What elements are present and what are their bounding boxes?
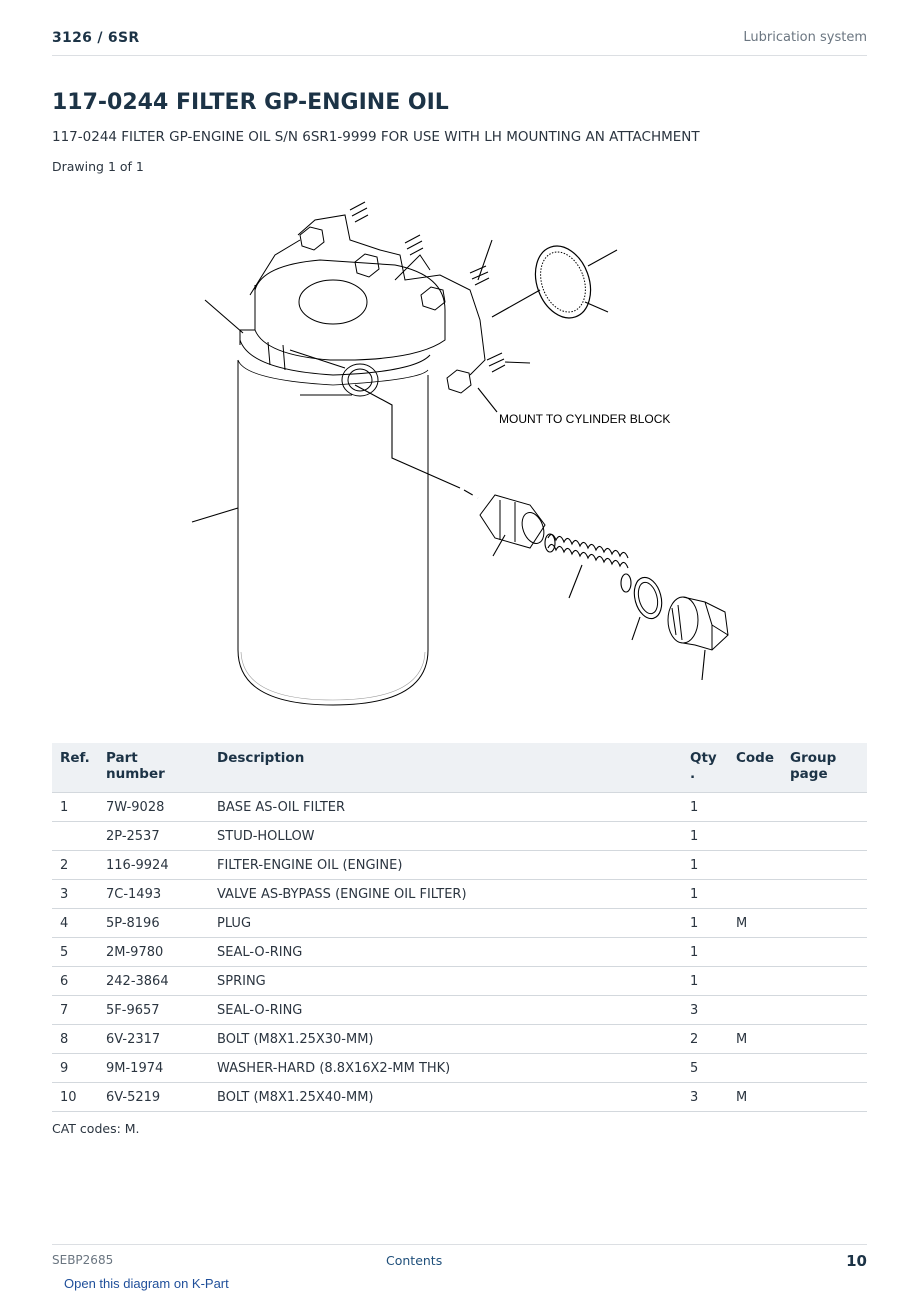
cell-group-page <box>782 909 867 938</box>
parts-diagram <box>0 180 920 720</box>
page-title: 117-0244 FILTER GP-ENGINE OIL <box>52 90 449 115</box>
cell-group-page <box>782 1083 867 1112</box>
cell-description: SEAL-O-RING <box>209 996 682 1025</box>
cell-part-number: 6V-2317 <box>98 1025 209 1054</box>
cat-codes-note: CAT codes: M. <box>52 1121 140 1136</box>
cell-part-number: 242-3864 <box>98 967 209 996</box>
table-row <box>52 1054 867 1083</box>
small-o-ring-drawing <box>630 574 666 621</box>
spring-drawing <box>545 534 631 592</box>
cell-ref: 9 <box>52 1054 98 1083</box>
cell-qty: 1 <box>682 880 728 909</box>
cell-qty: 1 <box>682 793 728 822</box>
table-row <box>52 996 867 1025</box>
table-row <box>52 909 867 938</box>
page-header <box>52 28 867 56</box>
cell-group-page <box>782 996 867 1025</box>
cell-description: BOLT (M8X1.25X30-MM) <box>209 1025 682 1054</box>
table-row <box>52 1025 867 1054</box>
cell-description: SEAL-O-RING <box>209 938 682 967</box>
cell-description: FILTER-ENGINE OIL (ENGINE) <box>209 851 682 880</box>
cell-qty: 3 <box>682 996 728 1025</box>
page-number: 10 <box>846 1252 867 1270</box>
table-row <box>52 1083 867 1112</box>
cell-part-number: 5P-8196 <box>98 909 209 938</box>
drawing-count: Drawing 1 of 1 <box>52 159 144 174</box>
cell-part-number: 9M-1974 <box>98 1054 209 1083</box>
page-footer <box>52 1244 867 1275</box>
cell-qty: 1 <box>682 822 728 851</box>
col-part-number: Part number <box>98 743 209 793</box>
cell-group-page <box>782 880 867 909</box>
col-qty: Qty . <box>682 743 728 793</box>
section-label: Lubrication system <box>743 30 867 45</box>
cell-ref: 10 <box>52 1083 98 1112</box>
cell-code <box>728 1054 782 1083</box>
cell-code: M <box>728 909 782 938</box>
plug-drawing <box>668 597 728 650</box>
cell-ref: 4 <box>52 909 98 938</box>
cell-ref: 1 <box>52 793 98 822</box>
cell-code: M <box>728 1025 782 1054</box>
cell-description: WASHER-HARD (8.8X16X2-MM THK) <box>209 1054 682 1083</box>
page-subtitle: 117-0244 FILTER GP-ENGINE OIL S/N 6SR1-9999 FOR USE WITH LH MOUNTING AN ATTACHMENT <box>52 129 700 145</box>
cell-qty: 2 <box>682 1025 728 1054</box>
cell-code <box>728 996 782 1025</box>
cell-group-page <box>782 967 867 996</box>
table-row <box>52 793 867 822</box>
cell-group-page <box>782 1025 867 1054</box>
cell-qty: 5 <box>682 1054 728 1083</box>
table-row <box>52 880 867 909</box>
col-code: Code <box>728 743 782 793</box>
cell-code <box>728 880 782 909</box>
col-description: Description <box>209 743 682 793</box>
cell-qty: 3 <box>682 1083 728 1112</box>
cell-group-page <box>782 851 867 880</box>
cell-group-page <box>782 822 867 851</box>
cell-ref: 5 <box>52 938 98 967</box>
cell-part-number: 116-9924 <box>98 851 209 880</box>
cell-part-number: 2P-2537 <box>98 822 209 851</box>
cell-qty: 1 <box>682 967 728 996</box>
table-row <box>52 851 867 880</box>
cell-code: M <box>728 1083 782 1112</box>
cell-description: BOLT (M8X1.25X40-MM) <box>209 1083 682 1112</box>
cell-description: VALVE AS-BYPASS (ENGINE OIL FILTER) <box>209 880 682 909</box>
model-label: 3126 / 6SR <box>52 30 140 46</box>
leader-lines <box>192 240 705 680</box>
cell-ref: 3 <box>52 880 98 909</box>
cell-ref: 8 <box>52 1025 98 1054</box>
cell-part-number: 6V-5219 <box>98 1083 209 1112</box>
bypass-valve-drawing <box>480 495 548 548</box>
cell-code <box>728 793 782 822</box>
col-ref: Ref. <box>52 743 98 793</box>
table-row <box>52 822 867 851</box>
table-row <box>52 938 867 967</box>
cell-ref: 6 <box>52 967 98 996</box>
cell-qty: 1 <box>682 938 728 967</box>
cell-part-number: 2M-9780 <box>98 938 209 967</box>
cell-group-page <box>782 938 867 967</box>
seal-o-ring-drawing <box>526 238 600 325</box>
cell-code <box>728 851 782 880</box>
col-group-page: Group page <box>782 743 867 793</box>
cell-description: BASE AS-OIL FILTER <box>209 793 682 822</box>
cell-group-page <box>782 1054 867 1083</box>
cell-code <box>728 822 782 851</box>
cell-description: STUD-HOLLOW <box>209 822 682 851</box>
cell-part-number: 7W-9028 <box>98 793 209 822</box>
document-id: SEBP2685 <box>52 1253 114 1267</box>
table-row <box>52 967 867 996</box>
cell-group-page <box>782 793 867 822</box>
mount-callout: MOUNT TO CYLINDER BLOCK <box>499 412 671 426</box>
contents-link[interactable]: Contents <box>386 1253 443 1268</box>
cell-part-number: 7C-1493 <box>98 880 209 909</box>
cell-description: SPRING <box>209 967 682 996</box>
kpart-link[interactable]: Open this diagram on K-Part <box>64 1276 229 1291</box>
cell-code <box>728 967 782 996</box>
cell-qty: 1 <box>682 909 728 938</box>
table-header-row <box>52 743 867 793</box>
cell-ref: 2 <box>52 851 98 880</box>
cell-code <box>728 938 782 967</box>
cell-ref: 7 <box>52 996 98 1025</box>
cell-ref <box>52 822 98 851</box>
parts-table <box>52 743 867 1112</box>
cell-part-number: 5F-9657 <box>98 996 209 1025</box>
cell-description: PLUG <box>209 909 682 938</box>
cell-qty: 1 <box>682 851 728 880</box>
